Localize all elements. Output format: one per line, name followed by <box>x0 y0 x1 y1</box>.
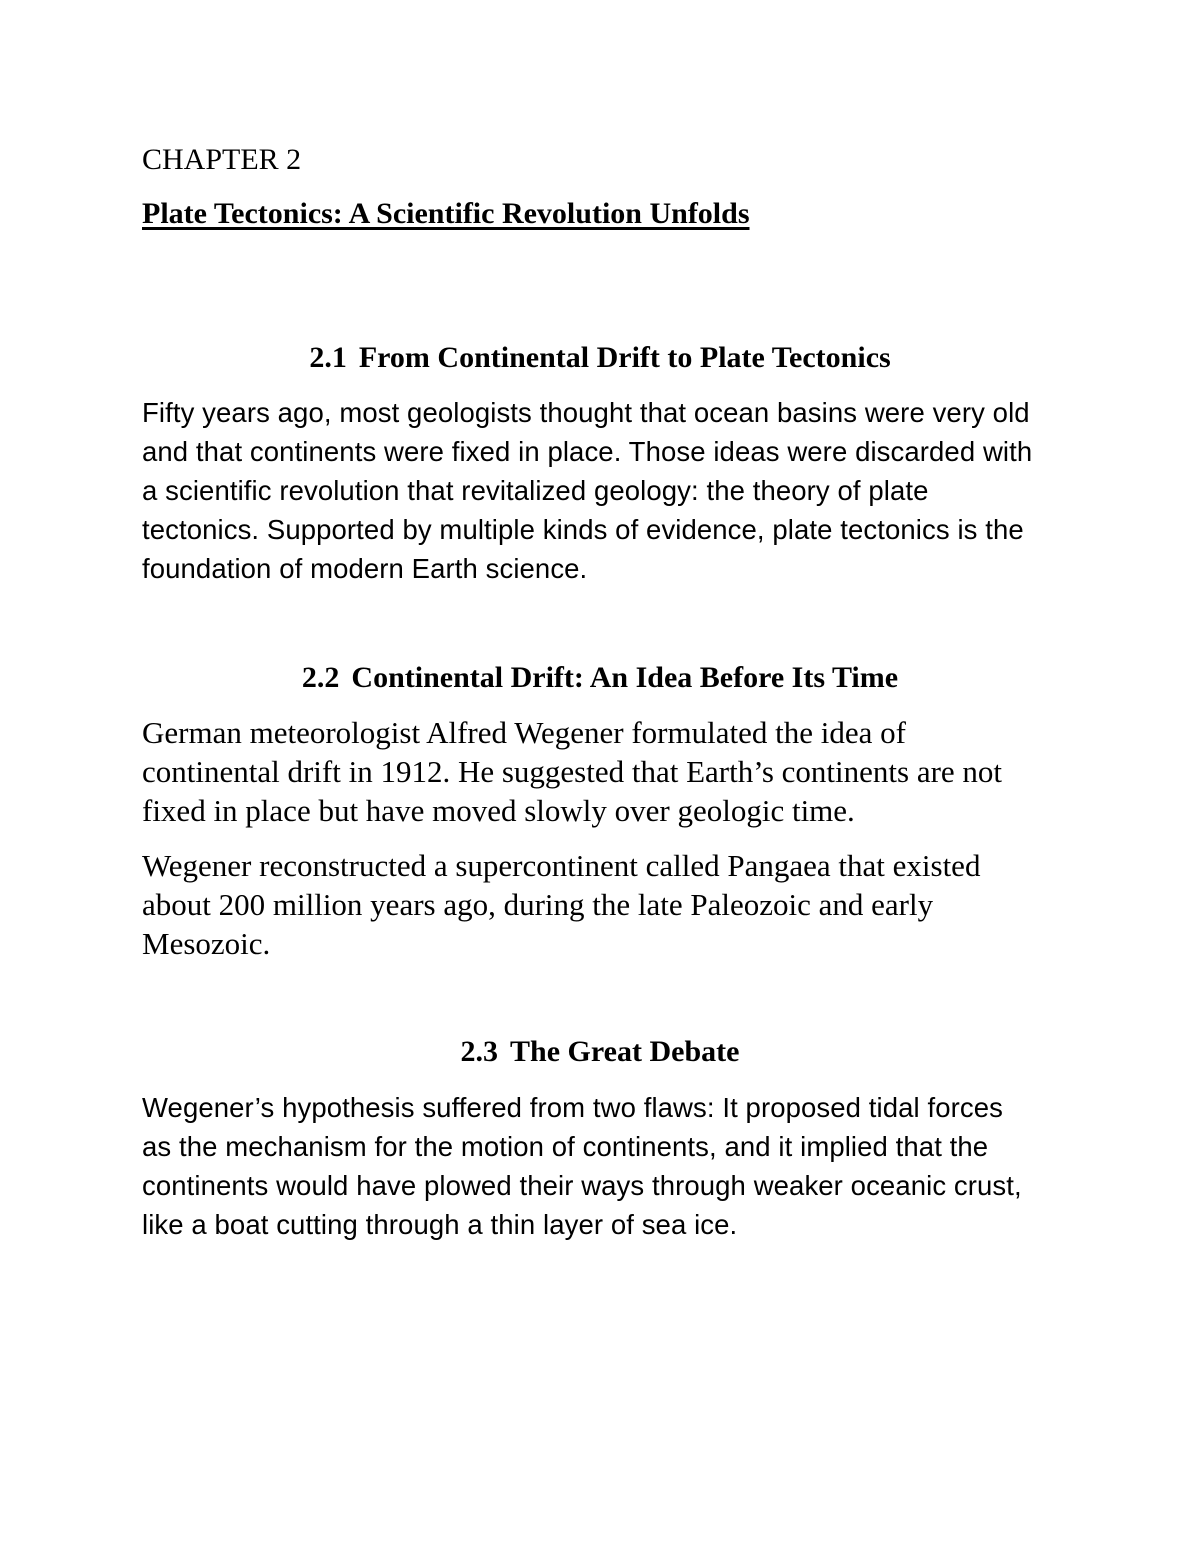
section-heading-2-2 <box>0 660 1200 696</box>
paragraph-line: and that continents were fixed in place. Those ideas were discarded with <box>142 436 1033 467</box>
section-heading-text: The Great Debate <box>510 1035 740 1068</box>
chapter-title: Plate Tectonics: A Scientific Revolution Unfolds <box>142 197 750 230</box>
paragraph-line: tectonics. Supported by multiple kinds of evidence, plate tectonics is the <box>142 514 1024 545</box>
paragraph-line: Mesozoic. <box>142 926 271 961</box>
paragraph-line: continental drift in 1912. He suggested that Earth’s continents are not <box>142 754 1003 789</box>
paragraph-line: Wegener reconstructed a supercontinent called Pangaea that existed <box>142 848 981 883</box>
paragraph-line: Wegener’s hypothesis suffered from two flaws: It proposed tidal forces <box>142 1092 1003 1123</box>
paragraph-line: Fifty years ago, most geologists thought that ocean basins were very old <box>142 397 1030 428</box>
section-number: 2.1 <box>309 341 347 374</box>
section-number: 2.3 <box>460 1035 499 1068</box>
paragraph-line: a scientific revolution that revitalized geology: the theory of plate <box>142 475 929 506</box>
section-2-2-paragraph-2 <box>142 846 1072 963</box>
paragraph-line: as the mechanism for the motion of continents, and it implied that the <box>142 1131 989 1162</box>
paragraph-line: continents would have plowed their ways through weaker oceanic crust, <box>142 1170 1022 1201</box>
section-heading-2-1 <box>0 340 1200 376</box>
chapter-label: CHAPTER 2 <box>142 143 302 176</box>
section-2-2-paragraph-1 <box>142 713 1072 830</box>
section-heading-text: From Continental Drift to Plate Tectonics <box>358 341 891 374</box>
section-heading-text: Continental Drift: An Idea Before Its Time <box>351 661 899 694</box>
section-2-3-paragraph <box>142 1088 1072 1244</box>
paragraph-line: about 200 million years ago, during the late Paleozoic and early <box>142 887 934 922</box>
paragraph-line: fixed in place but have moved slowly over geologic time. <box>142 793 855 828</box>
section-number: 2.2 <box>301 661 340 694</box>
paragraph-line: foundation of modern Earth science. <box>142 553 588 584</box>
section-2-1-paragraph <box>142 393 1072 588</box>
paragraph-line: like a boat cutting through a thin layer of sea ice. <box>142 1209 738 1240</box>
section-heading-2-3 <box>0 1034 1200 1070</box>
paragraph-line: German meteorologist Alfred Wegener formulated the idea of <box>142 715 906 750</box>
